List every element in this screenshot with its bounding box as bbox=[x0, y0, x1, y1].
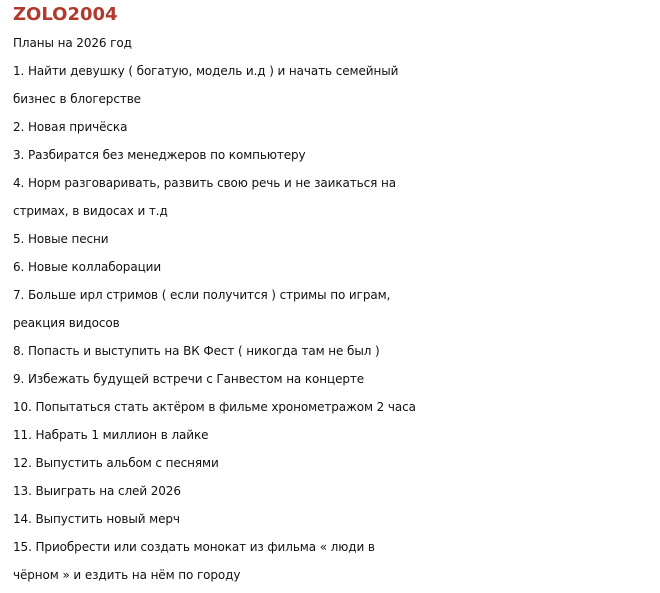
post-line: 11. Набрать 1 миллион в лайке bbox=[13, 428, 209, 442]
post-line: чёрном » и ездить на нём по городу bbox=[13, 568, 241, 582]
post-line: 4. Норм разговаривать, развить свою речь и не заикаться на bbox=[13, 176, 396, 190]
post-line: бизнес в блогерстве bbox=[13, 92, 141, 106]
post-line: реакция видосов bbox=[13, 316, 120, 330]
post-line: 1. Найти девушку ( богатую, модель и.д ) и начать семейный bbox=[13, 64, 399, 78]
post-line: 2. Новая причёска bbox=[13, 120, 128, 134]
author-name[interactable]: ZOLO2004 bbox=[13, 4, 118, 25]
post-line: 5. Новые песни bbox=[13, 232, 109, 246]
post-body bbox=[13, 29, 660, 589]
post-line-title: Планы на 2026 год bbox=[13, 36, 132, 50]
post-line: 8. Попасть и выступить на ВК Фест ( никогда там не был ) bbox=[13, 344, 380, 358]
post-line: 12. Выпустить альбом с песнями bbox=[13, 456, 219, 470]
post-line: 3. Разбиратся без менеджеров по компьютеру bbox=[13, 148, 306, 162]
post-line: 6. Новые коллаборации bbox=[13, 260, 162, 274]
post-line: стримах, в видосах и т.д bbox=[13, 204, 168, 218]
post-line: 7. Больше ирл стримов ( если получится ) стримы по играм, bbox=[13, 288, 391, 302]
post-line: 14. Выпустить новый мерч bbox=[13, 512, 180, 526]
post-line: 10. Попытаться стать актёром в фильме хронометражом 2 часа bbox=[13, 400, 416, 414]
post-line: 13. Выиграть на слей 2026 bbox=[13, 484, 181, 498]
post-line: 15. Приобрести или создать монокат из фильма « люди в bbox=[13, 540, 375, 554]
post-line: 9. Избежать будущей встречи с Ганвестом на концерте bbox=[13, 372, 365, 386]
